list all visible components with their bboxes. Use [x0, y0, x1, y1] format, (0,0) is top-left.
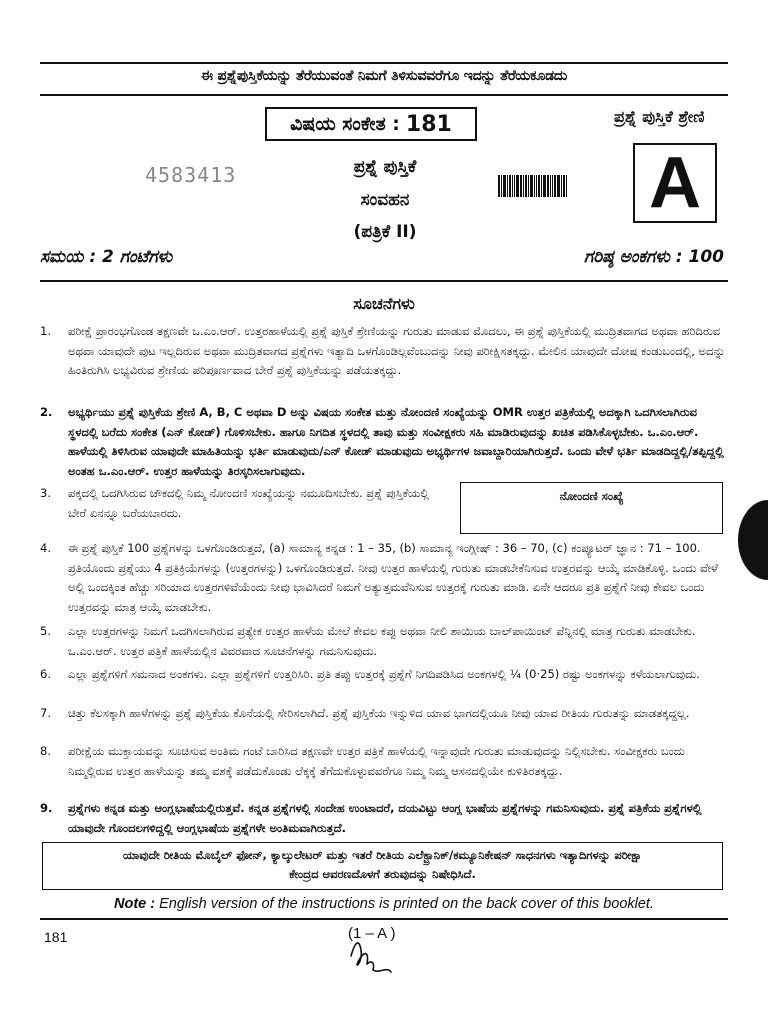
- signature-icon: [345, 930, 425, 980]
- subject-code-label: ವಿಷಯ ಸಂಕೇತ :: [290, 113, 400, 135]
- instruction-number: 7.: [40, 706, 51, 720]
- instruction-number: 8.: [40, 744, 51, 758]
- instruction-item-4: [40, 539, 730, 617]
- instruction-text: ಎಲ್ಲಾ ಪ್ರಶ್ನೆಗಳಿಗೆ ಸಮನಾದ ಅಂಕಗಳು. ಎಲ್ಲಾ ಪ್ರಶ್ನೆಗಳಿಗೆ ಉತ್ತರಿಸಿರಿ. ಪ್ರತಿ ತಪ್ಪು ಉತ್ತರಕ್ಕೆ ಪ್ರಶ್ನೆಗೆ ನಿಗದಿಪಡಿಸಿದ ಅಂಕಗಳಲ್ಲಿ ¼ (0·25) ರಷ್ಟು ಅಂಕಗಳನ್ನು ಕಳೆಯಲಾಗುವುದು.: [68, 667, 700, 681]
- do-not-open-warning: ಈ ಪ್ರಶ್ನೆಪುಸ್ತಿಕೆಯನ್ನು ತೆರೆಯುವಂತೆ ನಿಮಗೆ ತಿಳಿಸುವವರೆಗೂ ಇದನ್ನು ತೆರೆಯಕೂಡದು: [200, 68, 568, 84]
- side-marker: [738, 500, 768, 580]
- instruction-text: ಈ ಪ್ರಶ್ನೆ ಪುಸ್ತಿಕೆ 100 ಪ್ರಶ್ನೆಗಳನ್ನು ಒಳಗೊಂಡಿರುತ್ತದೆ, (a) ಸಾಮಾನ್ಯ ಕನ್ನಡ : 1 – 35, (b) ಸಾಮಾನ್ಯ ಇಂಗ್ಲೀಷ್ : 36 – 70, (c) ಕಂಪ್ಯೂಟರ್ ಜ್ಞಾನ : 71 – 100. ಪ್ರತಿಯೊಂದು ಪ್ರಶ್ನೆಯು 4 ಪ್ರತಿಕ್ರಿಯೆಗಳನ್ನು (ಉತ್ತರಗಳನ್ನು) ಒಳಗೊಂಡಿರುತ್ತದೆ. ನೀವು ಉತ್ತರ ಹಾಳೆಯಲ್ಲಿ ಗುರುತು ಮಾಡಬೇಕೆನಿಸುವ ಉತ್ತರವನ್ನು ಆಯ್ಕೆ ಮಾಡಿಕೊಳ್ಳಿ. ಒಂದು ವೇಳೆ ಅಲ್ಲಿ ಒಂದಕ್ಕಿಂತ ಹೆಚ್ಚು ಸರಿಯಾದ ಉತ್ತರಗಳಿವೆಯೆಂದು ನೀವು ಭಾವಿಸಿದರೆ ನಿಮಗೆ ಅತ್ಯುತ್ತಮವೆನಿಸುವ ಉತ್ತರಕ್ಕೆ ಗುರುತು ಮಾಡಿ. ಏನೇ ಆದರೂ ಪ್ರತಿ ಪ್ರಶ್ನೆಗೆ ನೀವು ಕೇವಲ ಒಂದು ಉತ್ತರವನ್ನು ಮಾತ್ರ ಆಯ್ಕೆ ಮಾಡಬೇಕು.: [68, 541, 718, 614]
- note-text: English version of the instructions is printed on the back cover of this booklet.: [159, 896, 654, 912]
- instruction-item-1: [40, 322, 730, 381]
- registration-number-box[interactable]: [460, 482, 723, 534]
- instruction-number: 4.: [40, 541, 51, 555]
- booklet-title-line-3: (ಪತ್ರಿಕೆ II): [353, 222, 417, 242]
- instruction-text: ಚಿತ್ತು ಕೆಲಸಕ್ಕಾಗಿ ಹಾಳೆಗಳನ್ನು ಪ್ರಶ್ನೆ ಪುಸ್ತಿಕೆಯ ಕೊನೆಯಲ್ಲಿ ಸೇರಿಸಲಾಗಿದೆ. ಪ್ರಶ್ನೆ ಪುಸ್ತಿಕೆಯ ಇನ್ನುಳಿದ ಯಾವ ಭಾಗದಲ್ಲಿಯೂ ನೀವು ಯಾವ ರೀತಿಯ ಗುರುತನ್ನು ಮಾಡತಕ್ಕದ್ದಲ್ಲ.: [68, 706, 690, 720]
- instruction-number: 3.: [40, 486, 51, 500]
- header-rule: [40, 280, 728, 282]
- page-mark: (1 – A ): [348, 925, 396, 942]
- booklet-series-box: [633, 143, 717, 223]
- instruction-number: 9.: [40, 801, 53, 815]
- instruction-number: 6.: [40, 667, 51, 681]
- serial-number: 4583413: [145, 163, 237, 187]
- barcode-icon: [498, 175, 578, 197]
- electronic-devices-notice: [42, 842, 723, 890]
- instruction-item-2: [40, 403, 730, 481]
- instruction-number: 1.: [40, 324, 51, 338]
- booklet-title-line-2: ಸಂವಹನ: [360, 190, 410, 210]
- notice-line-2: ಕೇಂದ್ರದ ಆವರಣದೊಳಗೆ ತರುವುದನ್ನು ನಿಷೇಧಿಸಿದೆ.: [289, 867, 476, 881]
- booklet-series-label: ಪ್ರಶ್ನೆ ಪುಸ್ತಿಕೆ ಶ್ರೇಣಿ: [614, 107, 705, 126]
- instruction-item-9: [40, 799, 730, 838]
- english-version-note: [40, 896, 728, 912]
- instruction-text: ಪರೀಕ್ಷೆ ಪ್ರಾರಂಭಗೊಂಡ ತಕ್ಷಣವೇ ಒ.ಎಂ.ಆರ್. ಉತ್ತರಹಾಳೆಯಲ್ಲಿ ಪ್ರಶ್ನೆ ಪುಸ್ತಿಕೆ ಶ್ರೇಣಿಯನ್ನು ಗುರುತು ಮಾಡುವ ಮೊದಲು, ಈ ಪ್ರಶ್ನೆ ಪುಸ್ತಿಕೆಯಲ್ಲಿ ಮುದ್ರಿತವಾಗದ ಅಥವಾ ಹರಿದಿರುವ ಅಥವಾ ಯಾವುದೇ ಪುಟ ಇಲ್ಲದಿರುವ ಅಥವಾ ಮುದ್ರಿತವಾಗದ ಪ್ರಶ್ನೆಗಳು ಇತ್ಯಾದಿ ಒಳಗೊಂಡಿಲ್ಲವೆಂಬುದನ್ನು ನೀವು ಪರೀಕ್ಷಿಸತಕ್ಕದ್ದು. ಮೇಲಿನ ಯಾವುದೇ ದೋಷ ಕಂಡುಬಂದಲ್ಲಿ, ಅದನ್ನು ಹಿಂತಿರುಗಿಸಿ ಲಭ್ಯವಿರುವ ಶ್ರೇಣಿಯ ಪರಿಪೂರ್ಣವಾದ ಬೇರೆ ಪ್ರಶ್ನೆ ಪುಸ್ತಿಕೆಯನ್ನು ಪಡೆಯತಕ್ಕದ್ದು.: [68, 324, 726, 377]
- max-marks: ಗರಿಷ್ಠ ಅಂಕಗಳು : 100: [584, 247, 724, 267]
- instruction-number: 2.: [40, 405, 53, 419]
- note-label: Note :: [113, 896, 156, 912]
- instructions-title: ಸೂಚನೆಗಳು: [353, 294, 415, 313]
- booklet-series-value: A: [649, 143, 701, 223]
- top-rule: [40, 62, 728, 64]
- instruction-text: ಪಕ್ಕದಲ್ಲಿ ಒದಗಿಸಿರುವ ಚೌಕದಲ್ಲಿ ನಿಮ್ಮ ನೋಂದಣಿ ಸಂಖ್ಯೆಯನ್ನು ನಮೂದಿಸಬೇಕು. ಪ್ರಶ್ನೆ ಪುಸ್ತಿಕೆಯಲ್ಲಿ ಬೇರೆ ಏನನ್ನೂ ಬರೆಯಬಾರದು.: [68, 486, 429, 520]
- warning-rule: [40, 94, 728, 96]
- footer-rule: [40, 918, 728, 920]
- instruction-item-3: [40, 484, 450, 523]
- footer-subject-code: 181: [44, 929, 68, 945]
- subject-code-box: [265, 107, 477, 141]
- instruction-item-6: [40, 665, 730, 685]
- instruction-item-7: [40, 704, 730, 724]
- instruction-text: ಅಭ್ಯರ್ಥಿಯು ಪ್ರಶ್ನೆ ಪುಸ್ತಿಕೆಯ ಶ್ರೇಣಿ A, B, C ಅಥವಾ D ಅನ್ನು ವಿಷಯ ಸಂಕೇತ ಮತ್ತು ನೋಂದಣಿ ಸಂಖ್ಯೆಯನ್ನು OMR ಉತ್ತರ ಪತ್ರಿಕೆಯಲ್ಲಿ ಅದಕ್ಕಾಗಿ ಒದಗಿಸಲಾಗಿರುವ ಸ್ಥಳದಲ್ಲಿ ಬರೆದು ಸಂಕೇತ (ಎನ್ ಕೋಡ್) ಗೊಳಿಸಬೇಕು. ಹಾಗೂ ನಿಗದಿತ ಸ್ಥಳದಲ್ಲಿ ತಾವು ಮತ್ತು ಸಂವೀಕ್ಷಕರು ಸಹಿ ಮಾಡಿರುವುದನ್ನು ಖಚಿತ ಪಡಿಸಿಕೊಳ್ಳಬೇಕು. ಒ.ಎಂ.ಆರ್. ಹಾಳೆಯಲ್ಲಿ ತಿಳಿಸಿರುವ ಯಾವುದೇ ಮಾಹಿತಿಯನ್ನು ಭರ್ತಿ ಮಾಡುವುದು/ಎನ್ ಕೋಡ್ ಮಾಡುವುದು ಅಭ್ಯರ್ಥಿಗಳ ಜವಾಬ್ದಾರಿಯಾಗಿರುತ್ತದೆ. ಒಂದು ವೇಳೆ ಭರ್ತಿ ಮಾಡದಿದ್ದಲ್ಲಿ/ತಪ್ಪಿದ್ದಲ್ಲಿ ಅಂತಹ ಒ.ಎಂ.ಆರ್. ಉತ್ತರ ಹಾಳೆಯನ್ನು ತಿರಸ್ಕರಿಸಲಾಗುವುದು.: [68, 405, 724, 478]
- instruction-text: ಪ್ರಶ್ನೆಗಳು ಕನ್ನಡ ಮತ್ತು ಆಂಗ್ಲಭಾಷೆಯಲ್ಲಿರುತ್ತವೆ. ಕನ್ನಡ ಪ್ರಶ್ನೆಗಳಲ್ಲಿ ಸಂದೇಹ ಉಂಟಾದರೆ, ದಯವಿಟ್ಟು ಆಂಗ್ಲ ಭಾಷೆಯ ಪ್ರಶ್ನೆಗಳನ್ನು ಗಮನಿಸುವುದು. ಪ್ರಶ್ನೆ ಪತ್ರಿಕೆಯ ಪ್ರಶ್ನೆಗಳಲ್ಲಿ ಯಾವುದೇ ಗೊಂದಲಗಳಿದ್ದಲ್ಲಿ ಆಂಗ್ಲಭಾಷೆಯ ಪ್ರಶ್ನೆಗಳೇ ಅಂತಿಮವಾಗಿರುತ್ತದೆ.: [68, 801, 702, 835]
- subject-code-value: 181: [405, 111, 452, 137]
- exam-duration: ಸಮಯ : 2 ಗಂಟೆಗಳು: [40, 247, 173, 267]
- instruction-text: ಎಲ್ಲಾ ಉತ್ತರಗಳನ್ನು ನಿಮಗೆ ಒದಗಿಸಲಾಗಿರುವ ಪ್ರತ್ಯೇಕ ಉತ್ತರ ಹಾಳೆಯ ಮೇಲೆ ಕೇವಲ ಕಪ್ಪು ಅಥವಾ ನೀಲಿ ಶಾಯಿಯ ಬಾಲ್‌ಪಾಯಿಂಟ್ ಪೆನ್ನಿನಲ್ಲಿ ಮಾತ್ರ ಗುರುತು ಮಾಡಬೇಕು. ಒ.ಎಂ.ಆರ್. ಉತ್ತರ ಪತ್ರಿಕೆ ಹಾಳೆಯಲ್ಲಿನ ವಿವರವಾದ ಸೂಚನೆಗಳನ್ನು ಗಮನಿಸುವುದು.: [68, 624, 696, 658]
- notice-line-1: ಯಾವುದೇ ರೀತಿಯ ಮೊಬೈಲ್ ಫೋನ್, ಕ್ಯಾಲ್ಕುಲೇಟರ್ ಮತ್ತು ಇತರೆ ರೀತಿಯ ಎಲೆಕ್ಟ್ರಾನಿಕ್/ಕಮ್ಯೂನಿಕೇಷನ್ ಸಾಧನಗಳು ಇತ್ಯಾದಿಗಳನ್ನು ಪರೀಕ್ಷಾ: [122, 848, 643, 862]
- registration-number-label: ನೋಂದಣಿ ಸಂಖ್ಯೆ: [559, 489, 624, 503]
- instruction-item-8: [40, 742, 730, 781]
- booklet-title-line-1: ಪ್ರಶ್ನೆ ಪುಸ್ತಿಕೆ: [353, 157, 417, 177]
- instruction-number: 5.: [40, 624, 51, 638]
- instruction-item-5: [40, 622, 730, 661]
- instruction-text: ಪರೀಕ್ಷೆಯ ಮುಕ್ತಾಯವನ್ನು ಸೂಚಿಸುವ ಅಂತಿಮ ಗಂಟೆ ಬಾರಿಸಿದ ತಕ್ಷಣವೇ ಉತ್ತರ ಪತ್ರಿಕೆ ಹಾಳೆಯಲ್ಲಿ ಇನ್ನಾವುದೇ ಗುರುತು ಮಾಡುವುದನ್ನು ನಿಲ್ಲಿಸಬೇಕು. ಸಂವೀಕ್ಷಕರು ಬಂದು ನಿಮ್ಮಲ್ಲಿರುವ ಉತ್ತರ ಹಾಳೆಯನ್ನು ತಮ್ಮ ವಶಕ್ಕೆ ಪಡೆದುಕೊಂಡು ಲೆಕ್ಕಕ್ಕೆ ತೆಗೆದುಕೊಳ್ಳುವವರೆಗೂ ನಿಮ್ಮ ನಿಮ್ಮ ಆಸನದಲ್ಲಿಯೇ ಕುಳಿತಿರತಕ್ಕದ್ದು.: [68, 744, 685, 778]
